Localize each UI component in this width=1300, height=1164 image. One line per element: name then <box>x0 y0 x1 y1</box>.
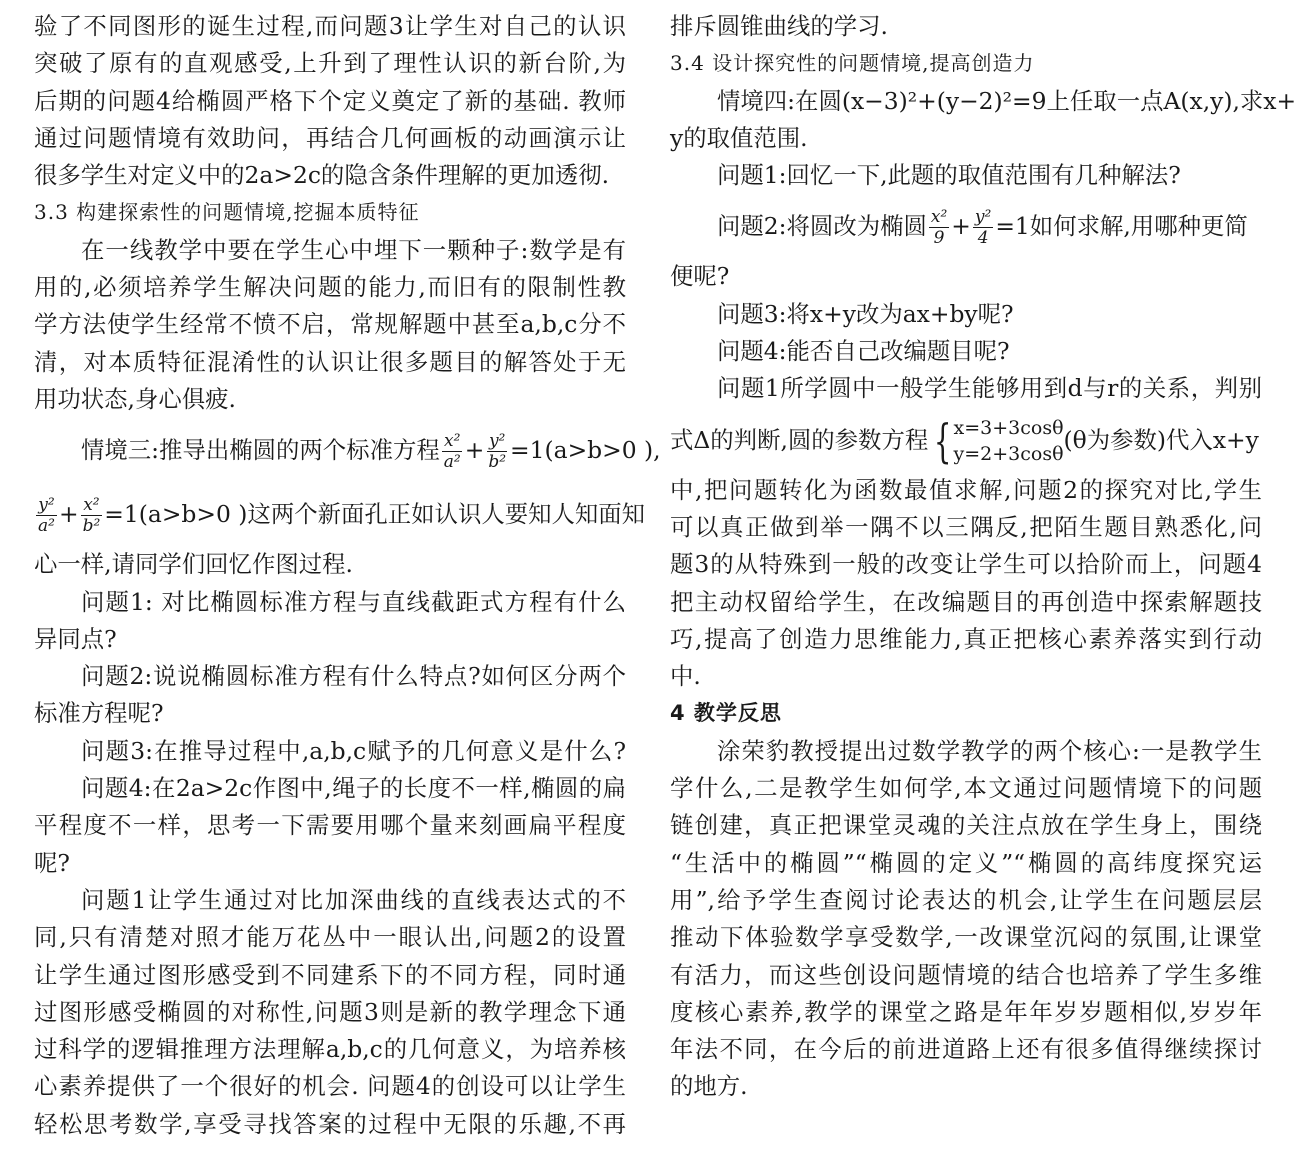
text-line: 的地方. <box>670 1072 748 1101</box>
text-line: 问题1所学圆中一般学生能够用到d与r的关系，判别 <box>717 374 1262 403</box>
fraction-x2-b2: $\frac{\text{x²}}{\text{b²}}$ <box>82 495 101 537</box>
text-line: “生活中的椭圆”“椭圆的定义”“椭圆的高纬度探究运 <box>670 848 1262 877</box>
question-line: 问题1: 对比椭圆标准方程与直线截距式方程有什么 <box>81 587 626 616</box>
text-line: 中,把问题转化为函数最值求解,问题2的探究对比,学生 <box>670 475 1262 504</box>
text-line: 用的,必须培养学生解决问题的能力,而旧有的限制性教 <box>34 273 626 302</box>
scenario-four-line: 情境四:在圆(x−3)²+(y−2)²=9上任取一点A(x,y),求x+ <box>717 86 1297 115</box>
text-line: 验了不同图形的诞生过程,而问题3让学生对自己的认识 <box>34 12 626 40</box>
text-line: 涂荣豹教授提出过数学教学的两个核心:一是教学生 <box>717 736 1262 765</box>
parametric-text: 式Δ的判断,圆的参数方程 <box>670 425 929 454</box>
question-line: 异同点? <box>34 624 117 653</box>
question-2-text-2: =1如何求解,用哪种更简 <box>995 212 1248 241</box>
text-line: 突破了原有的直观感受,上升到了理性认识的新台阶,为 <box>34 49 626 78</box>
parametric-text-2: (θ为参数)代入x+y <box>1063 425 1259 454</box>
text-line: 可以真正做到举一隅不以三隅反,把陌生题目熟悉化,问 <box>670 512 1262 541</box>
question-line: 问题1:回忆一下,此题的取值范围有几种解法? <box>717 161 1181 190</box>
text-line: 后期的问题4给椭圆严格下个定义奠定了新的基础. 教师 <box>34 86 626 115</box>
text-line: 心素养提供了一个很好的机会. 问题4的创设可以让学生 <box>34 1072 626 1101</box>
text-line: 题3的从特殊到一般的改变让学生可以拾阶而上，问题4 <box>670 550 1262 579</box>
parametric-equation-line <box>670 408 1262 472</box>
text-line: 用功状态,身心俱疲. <box>34 384 236 413</box>
parametric-system: x=3+3cosθ y=2+3cosθ <box>953 417 1064 466</box>
scenario-three-line-2: $\frac{\text{y²}}{\text{a²}}$ + $\frac{\text{x²}}{\text{b²}}$ =1(a>b>0 )这两个新面孔正如认识人要知人知面知 <box>38 495 646 537</box>
text-line: 中. <box>670 662 701 691</box>
equation-condition: =1(a>b>0 ), <box>510 436 661 465</box>
text-line: 过图形感受椭圆的对称性,问题3则是新的教学理念下通 <box>34 997 626 1026</box>
fraction-y2-4: $\frac{\text{y²}}{4}$ <box>974 207 992 249</box>
text-line: 排斥圆锥曲线的学习. <box>670 12 888 40</box>
question-2-line: 问题2:将圆改为椭圆 $\frac{\text{x²}}{9}$ + $\frac{\text{y²}}{4}$ =1如何求解,用哪种更简 <box>717 207 1248 249</box>
text-line: 把主动权留给学生，在改编题目的再创造中探索解题技 <box>670 587 1262 616</box>
question-line: 问题2:说说椭圆标准方程有什么特点?如何区分两个 <box>81 662 626 691</box>
scenario-three-text: 情境三:推导出椭圆的两个标准方程 <box>81 436 440 465</box>
question-line: 呢? <box>34 848 70 877</box>
text-line: 很多学生对定义中的2a>2c的隐含条件理解的更加透彻. <box>34 161 610 190</box>
question-line: 平程度不一样，思考一下需要用哪个量来刻画扁平程度 <box>34 811 626 840</box>
text-line: 通过问题情境有效助问，再结合几何画板的动画演示让 <box>34 123 626 152</box>
question-2-text: 问题2:将圆改为椭圆 <box>717 212 927 241</box>
scenario-three-line: 情境三:推导出椭圆的两个标准方程 $\frac{\text{x²}}{\text{a²}}$ + $\frac{\text{y²}}{\text{b²}}$ =1(a>b>0 ), <box>81 431 661 473</box>
text-line: 学什么,二是教学生如何学,本文通过问题情境下的问题 <box>670 774 1262 803</box>
text-line: 在一线教学中要在学生心中埋下一颗种子:数学是有 <box>81 235 626 264</box>
left-brace: { <box>934 414 952 469</box>
text-line: 用”,给予学生查阅讨论表达的机会,让学生在问题层层 <box>670 885 1262 914</box>
text-line: 清，对本质特征混淆性的认识让很多题目的解答处于无 <box>34 347 626 376</box>
scenario-three-text-2: =1(a>b>0 )这两个新面孔正如认识人要知人知面知 <box>104 500 646 529</box>
fraction-x2-9: $\frac{\text{x²}}{9}$ <box>930 207 948 249</box>
left-column <box>34 8 661 1143</box>
question-line: 问题3:在推导过程中,a,b,c赋予的几何意义是什么? <box>81 736 626 765</box>
question-line: 问题3:将x+y改为ax+by呢? <box>717 299 1014 328</box>
text-line: 学方法使学生经常不愤不启，常规解题中甚至a,b,c分不 <box>34 310 626 339</box>
text-line: 轻松思考数学,享受寻找答案的过程中无限的乐趣,不再 <box>34 1109 626 1138</box>
text-line: 年法不同，在今后的前进道路上还有很多值得继续探讨 <box>670 1035 1262 1064</box>
question-line: 问题4:能否自己改编题目呢? <box>717 337 1010 366</box>
text-line: 让学生通过图形感受到不同建系下的不同方程，同时通 <box>34 960 626 989</box>
text-line: 心一样,请同学们回忆作图过程. <box>34 550 353 579</box>
text-line: 便呢? <box>670 262 730 291</box>
right-column <box>670 8 1297 1106</box>
scenario-four-line: y的取值范围. <box>670 123 808 152</box>
section-heading-3-3: 3.3 构建探索性的问题情境,挖掘本质特征 <box>34 200 420 225</box>
section-heading-3-4: 3.4 设计探究性的问题情境,提高创造力 <box>670 51 1035 76</box>
text-line: 过科学的逻辑推理方法理解a,b,c的几何意义，为培养核 <box>34 1035 626 1064</box>
text-line: 度核心素养,教学的课堂之路是年年岁岁题相似,岁岁年 <box>670 997 1262 1026</box>
text-line: 同,只有清楚对照才能万花丛中一眼认出,问题2的设置 <box>34 923 626 952</box>
text-line: 推动下体验数学享受数学,一改课堂沉闷的氛围,让课堂 <box>670 923 1262 952</box>
fraction-y2-a2: $\frac{\text{y²}}{\text{a²}}$ <box>38 495 55 537</box>
text-line: 有活力，而这些创设问题情境的结合也培养了学生多维 <box>670 960 1262 989</box>
question-line: 问题4:在2a>2c作图中,绳子的长度不一样,椭圆的扁 <box>81 774 626 803</box>
question-line: 标准方程呢? <box>34 699 164 728</box>
section-heading-4: 4 教学反思 <box>670 701 782 726</box>
text-line: 问题1让学生通过对比加深曲线的直线表达式的不 <box>81 885 626 914</box>
text-line: 巧,提高了创造力思维能力,真正把核心素养落实到行动 <box>670 624 1262 653</box>
fraction-x2-a2: $\frac{\text{x²}}{\text{a²}}$ <box>443 431 461 473</box>
text-line: 链创建，真正把课堂灵魂的关注点放在学生身上，围绕 <box>670 811 1262 840</box>
fraction-y2-b2: $\frac{\text{y²}}{\text{b²}}$ <box>488 431 507 473</box>
